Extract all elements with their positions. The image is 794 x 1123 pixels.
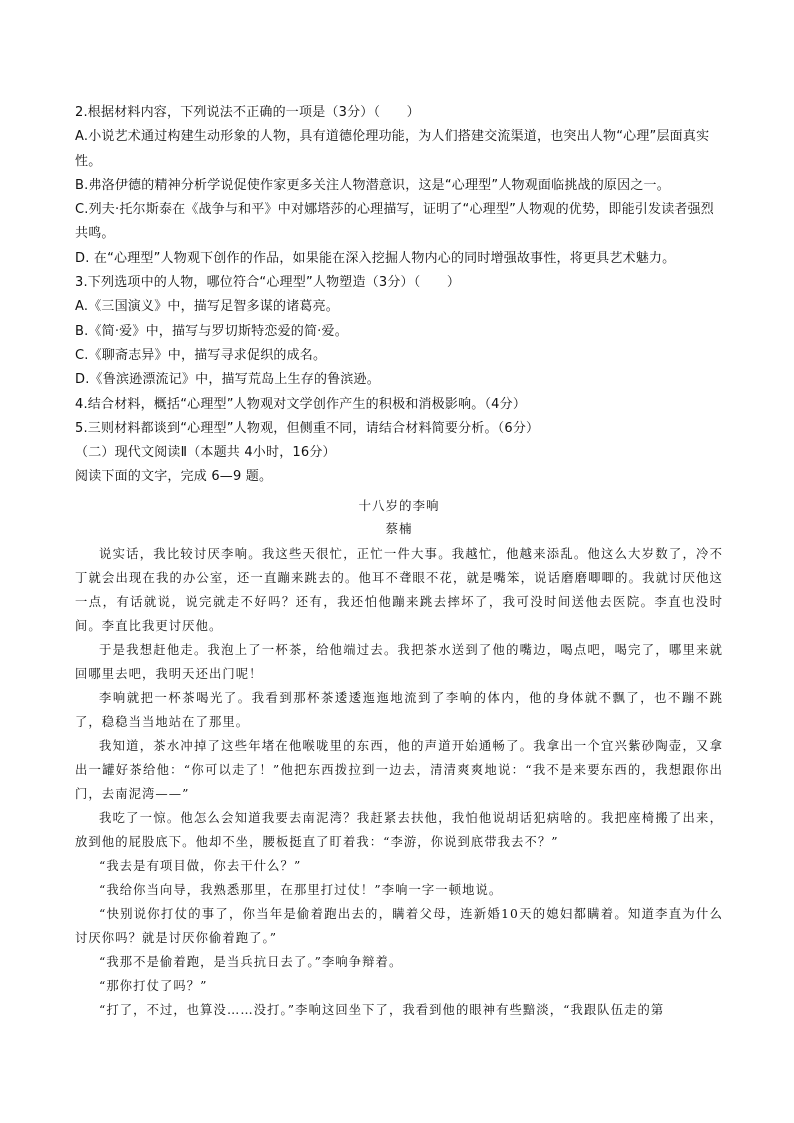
story-paragraph: “那你打仗了吗？” <box>99 978 208 993</box>
question-2-option-a: A.小说艺术通过构建生动形象的人物，具有道德伦理功能，为人们搭建交流渠道，也突出人物“心理”层面真实性。 <box>75 129 710 169</box>
question-3-option-a: A.《三国演义》中，描写足智多谋的诸葛亮。 <box>75 299 339 315</box>
story-author: 蔡楠 <box>385 520 413 536</box>
story-paragraph: 我知道，茶水冲掉了这些年堵在他喉咙里的东西，他的声道开始通畅了。我拿出一个宜兴紫砂陶壶，又拿出一罐好茶给他：“你可以走了！”他把东西拨拉到一边去，清清爽爽地说：“我不是来要东西的，我想跟你出门，去南泥湾——” <box>75 738 723 801</box>
story-paragraph: 于是我想赶他走。我泡上了一杯茶，给他端过去。我把茶水送到了他的嘴边，喝点吧，喝完了，哪里来就回哪里去吧，我明天还出门呢！ <box>75 642 723 681</box>
story-paragraph: “我给你当向导，我熟悉那里，在那里打过仗！”李响一字一顿地说。 <box>99 882 503 897</box>
question-3-option-d: D.《鲁滨逊漂流记》中，描写荒岛上生存的鲁滨逊。 <box>75 372 380 388</box>
question-2-option-b: B.弗洛伊德的精神分析学说促使作家更多关注人物潜意识，这是“心理型”人物观面临挑战的原因之一。 <box>75 177 670 193</box>
reading-instruction: 阅读下面的文字，完成 6—9 题。 <box>75 469 273 485</box>
story-paragraph: 李响就把一杯茶喝光了。我看到那杯茶逶逶迤迤地流到了李响的体内，他的身体就不飘了，也不蹦不跳了，稳稳当当地站在了那里。 <box>75 690 723 729</box>
question-4: 4.结合材料，概括“心理型”人物观对文学创作产生的积极和消极影响。（4分） <box>75 396 527 412</box>
story-paragraph: “我那不是偷着跑，是当兵抗日去了。”李响争辩着。 <box>99 954 403 969</box>
story-paragraph: 我吃了一惊。他怎么会知道我要去南泥湾？我赶紧去扶他，我怕他说胡话犯病啥的。我把座椅搬了出来，放到他的屁股底下。他却不坐，腰板挺直了盯着我：“李游，你说到底带我去不？” <box>75 810 723 849</box>
question-2-option-d: D. 在“心理型”人物观下创作的作品，如果能在深入挖掘人物内心的同时增强故事性，将更具艺术魅力。 <box>75 250 676 266</box>
story-paragraph: “快别说你打仗的事了，你当年是偷着跑出去的，瞒着父母，连新婚10天的媳妇都瞒着。知道李直为什么讨厌你吗？就是讨厌你偷着跑了。” <box>75 906 723 945</box>
question-5: 5.三则材料都谈到“心理型”人物观，但侧重不同，请结合材料简要分析。（6分） <box>75 420 540 436</box>
question-3-option-b: B.《简·爱》中，描写与罗切斯特恋爱的简·爱。 <box>75 323 348 339</box>
question-3-option-c: C.《聊斋志异》中，描写寻求促织的成名。 <box>75 347 327 363</box>
story-paragraph: “我去是有项目做，你去干什么？” <box>99 858 302 873</box>
question-2-stem: 2.根据材料内容，下列说法不正确的一项是（3分）（ ） <box>75 105 420 120</box>
story-paragraph: 说实话，我比较讨厌李响。我这些天很忙，正忙一件大事。我越忙，他越来添乱。他这么大岁数了，冷不丁就会出现在我的办公室，还一直蹦来跳去的。他耳不聋眼不花，就是嘴笨，说话磨磨唧唧的。我就讨厌他这一点，有话就说，说完就走不好吗？还有，我还怕他蹦来跳去摔坏了，我可没时间送他去医院。李直也没时间。李直比我更讨厌他。 <box>75 546 723 633</box>
story-paragraph: “打了，不过，也算没……没打。”李响这回坐下了，我看到他的眼神有些黯淡，“我跟队伍走的第 <box>99 1002 665 1017</box>
section-heading: （二）现代文阅读Ⅱ（本题共 4小时，16分） <box>75 445 336 461</box>
document-page <box>75 101 723 1022</box>
question-2-option-c: C.列夫·托尔斯泰在《战争与和平》中对娜塔莎的心理描写，证明了“心理型”人物观的优势，即能引发读者强烈共鸣。 <box>75 202 715 242</box>
story-title: 十八岁的李响 <box>358 497 440 513</box>
question-3-stem: 3.下列选项中的人物，哪位符合“心理型”人物塑造（3分）（ ） <box>75 275 461 291</box>
